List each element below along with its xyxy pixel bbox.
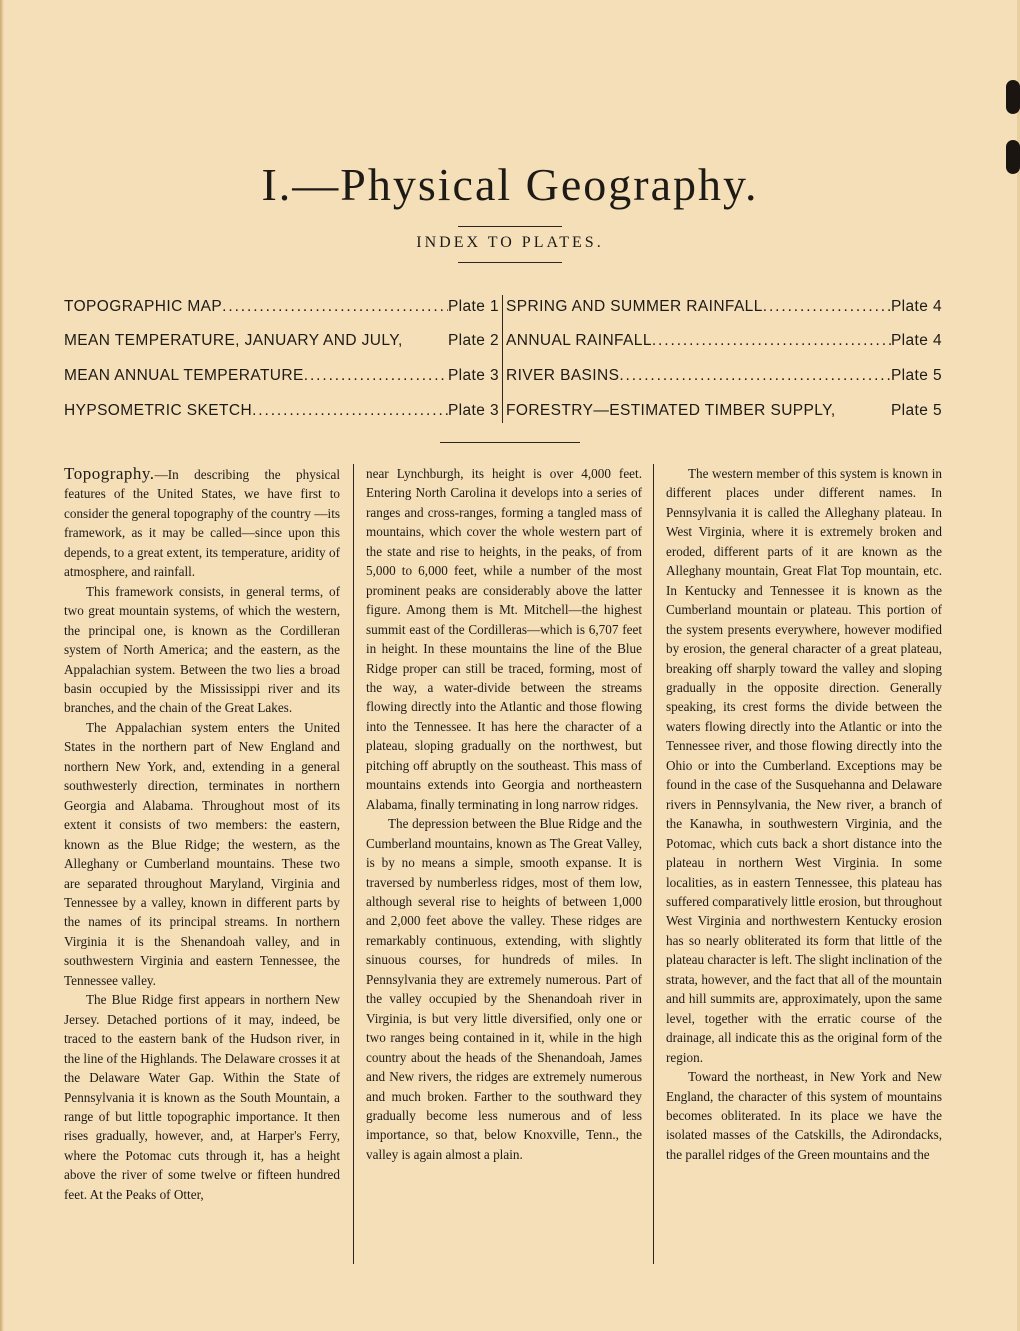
leader-dots [619, 364, 891, 388]
text-column-3 [666, 464, 942, 1269]
plate-entry [64, 295, 499, 319]
plates-divider [502, 295, 503, 423]
leader-dots [652, 329, 891, 353]
plate-entry [506, 295, 942, 319]
plate-number: Plate 1 [447, 298, 499, 315]
section-heading: Topography. [64, 464, 155, 483]
text-column-1 [64, 464, 340, 1269]
plate-label: FORESTRY—ESTIMATED TIMBER SUPPLY, [506, 402, 836, 419]
leader-dots [222, 295, 448, 319]
page-title: I.—Physical Geography. [261, 159, 759, 210]
plate-number: Plate 4 [890, 298, 942, 315]
text-column-2 [366, 464, 642, 1269]
index-subtitle: INDEX TO PLATES. [416, 234, 604, 251]
plate-number: Plate 3 [447, 402, 499, 419]
plate-label: MEAN TEMPERATURE, JANUARY AND JULY, [64, 332, 403, 349]
column-divider [653, 464, 654, 1264]
plate-number: Plate 4 [890, 332, 942, 349]
plate-number: Plate 5 [890, 402, 942, 419]
section-rule [440, 442, 580, 443]
paragraph: near Lynchburgh, its height is over 4,000 feet. Entering North Carolina it develops into a series of ranges and cross-ranges, forming a tangled mass of mountains, which cover the whole western part of the state and rise to heights, in the peaks, of from 5,000 to 6,000 feet, while a number of the most prominent peaks are considerably above the latter figure. Among them is Mt. Mitchell—the highest summit east of the Cordilleras—which is 6,707 feet in height. In these mountains the line of the Blue Ridge proper can still be traced, forming, most of the way, a water-divide between the streams flowing directly into the Atlantic and those flowing into the Tennessee. It has here the character of a plateau, sloping gradually on the northwest, but pitching off abruptly on the southeast. This mass of mountains extends into Georgia and northeastern Alabama, finally terminating in long narrow ridges. [366, 466, 642, 812]
paragraph [64, 464, 340, 582]
plate-label: MEAN ANNUAL TEMPERATURE [64, 367, 304, 384]
plate-number: Plate 2 [447, 332, 499, 349]
paragraph: Toward the northeast, in New York and New England, the character of this system of mountains becomes obliterated. In its place we have the isolated masses of the Catskills, the Adirondacks, the parallel ridges of the Green mountains and the [666, 1069, 942, 1162]
plate-entry [506, 364, 942, 388]
plate-entry [64, 364, 499, 388]
plate-entry [64, 329, 499, 353]
article-body [64, 464, 942, 1269]
plate-entry [506, 399, 942, 423]
paragraph: The Appalachian system enters the United States in the northern part of New England and northern New York, and, extending in a general southwesterly direction, terminates in northern Georgia and Alabama. Throughout most of its extent it consists of two members: the eastern, known as the Blue Ridge; the western, as the Alleghany or Cumberland mountains. These two are separated throughout Maryland, Virginia and Tennessee by a valley, known in different parts by the names of its principal streams. In northern Virginia it is the Shenandoah valley, and in southwestern Virginia and eastern Tennessee, the Tennessee valley. [64, 719, 340, 988]
plate-number: Plate 3 [447, 367, 499, 384]
column-divider [353, 464, 354, 1264]
binding-tab-mark [1006, 80, 1020, 114]
paragraph: The western member of this system is known in different places under different names. In Pennsylvania it is called the Alleghany plateau. In West Virginia, where it is extremely broken and eroded, different parts of it are known as the Alleghany mountain, Great Flat Top mountain, etc. In Kentucky and Tennessee it is known as the Cumberland mountain or plateau. This portion of the system presents everywhere, however modified by erosion, the general character of a great plateau, breaking off sharply toward the valley and sloping gradually in the opposite direction. Generally speaking, its crest forms the divide between the waters flowing directly into the Atlantic or into the Tennessee river, and those flowing directly into the Ohio or into the Cumberland. Exceptions may be found in the case of the Susquehanna and Delaware rivers in Pennsylvania, the New river, a branch of the Kanawha, in southwestern Virginia, and the Potomac, which cuts back a short distance into the plateau in northern West Virginia. In some localities, as in eastern Tennessee, this plateau has suffered comparatively little erosion, but throughout West Virginia and northwestern Kentucky erosion has so nearly obliterated its form that little of the plateau character is left. The slight inclination of the strata, however, and the fact that all of the mountain and hill summits are, approximately, upon the same level, together with the erratic course of the drainage, all indicate this as the original form of the region. [666, 466, 942, 1065]
leader-dots [304, 364, 448, 388]
plate-label: RIVER BASINS [506, 367, 620, 384]
plate-entry [64, 399, 499, 423]
subtitle-rule [458, 262, 562, 263]
plate-label: HYPSOMETRIC SKETCH [64, 402, 253, 419]
plate-label: TOPOGRAPHIC MAP [64, 298, 223, 315]
leader-dots [252, 399, 448, 423]
title-rule [458, 226, 562, 227]
paragraph: This framework consists, in general terms, of two great mountain systems, of which the western, the principal one, is known as the Cordilleran system of North America; and the eastern, as the Appalachian system. Between the two lies a broad basin occupied by the Mississippi river and its branches, and the chain of the Great Lakes. [64, 583, 340, 716]
paragraph: The Blue Ridge first appears in northern New Jersey. Detached portions of it may, indeed, be traced to the eastern bank of the Hudson river, in the line of the Highlands. The Delaware crosses it at the Delaware Water Gap. Within the State of Pennsylvania it is known as the South Mountain, a range of but little topographic importance. It then rises gradually, however, and, at Harper's Ferry, where the Potomac cuts through it, has a height above the river of some twelve or fifteen hundred feet. At the Peaks of Otter, [64, 992, 340, 1202]
plate-number: Plate 5 [890, 367, 942, 384]
leader-dots [763, 295, 891, 319]
plate-label: SPRING AND SUMMER RAINFALL [506, 298, 763, 315]
plate-label: ANNUAL RAINFALL [506, 332, 652, 349]
plate-entry [506, 329, 942, 353]
paragraph: The depression between the Blue Ridge and the Cumberland mountains, known as The Great Valley, is by no means a simple, smooth expanse. It is traversed by numberless ridges, most of them low, although several rise to heights of between 1,000 and 2,000 feet above the valley. These ridges are remarkably continuous, extending, with slightly sinuous courses, for hundreds of miles. In Pennsylvania they are extremely numerous. Part of the valley occupied by the Shenandoah river in Virginia, is but very little diversified, only one or two ranges being contained in it, while in the high country about the heads of the Shenandoah, James and New rivers, the ridges are extremely numerous and much broken. Farther to the southward they gradually become less numerous and of less importance, so that, below Knoxville, Tenn., the valley is again almost a plain. [366, 816, 642, 1162]
paragraph-text: —In describing the physical features of the United States, we have first to consider the general topography of the country —its framework, as it may be called—since upon this depends, to a great extent, its temperature, aridity of atmosphere, and rainfall. [64, 467, 340, 580]
